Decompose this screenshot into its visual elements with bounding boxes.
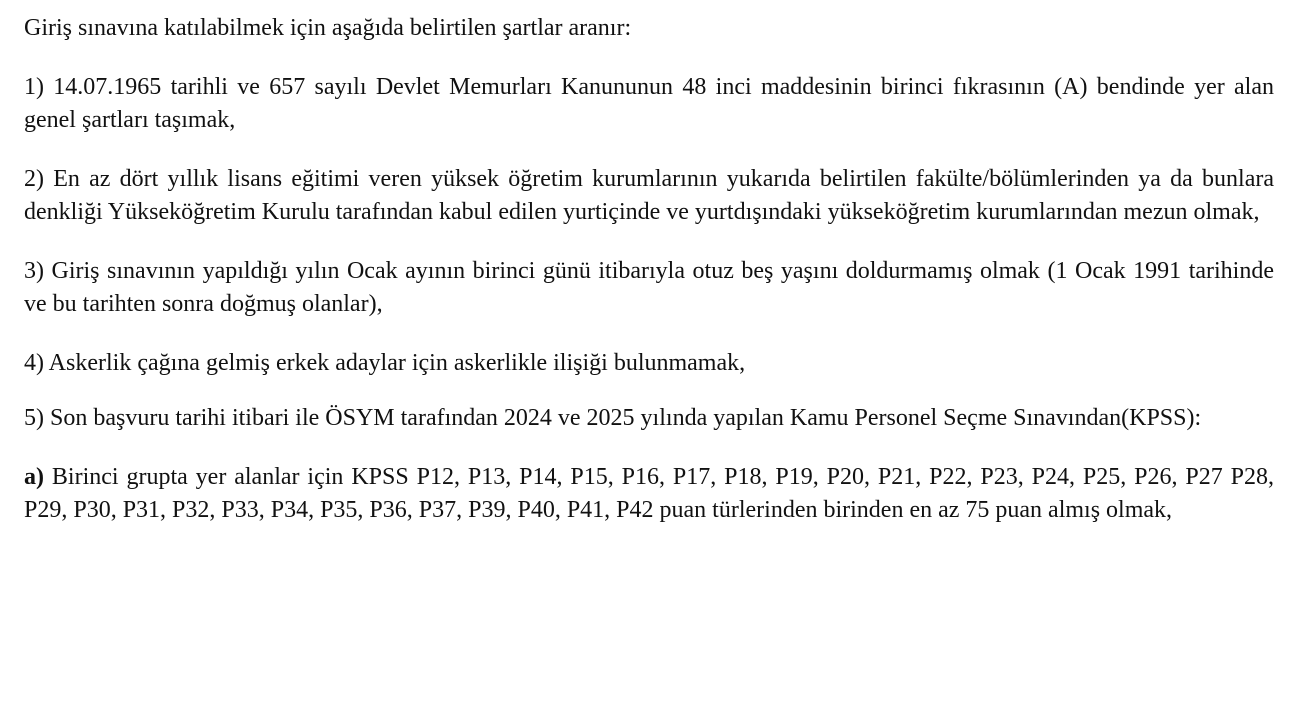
condition-2: 2) En az dört yıllık lisans eğitimi veren yüksek öğretim kurumlarının yukarıda belirtilen fakülte/bölümlerinden ya da bunlara denkliği Yükseköğretim Kurulu tarafından kabul edilen yurtiçinde ve yurtdışındaki yükseköğretim kurumlarından mezun olmak, xyxy=(24,166,1274,225)
sub-item-text: Birinci grupta yer alanlar için KPSS P12, P13, P14, P15, P16, P17, P18, P19, P20, P21, P22, P23, P24, P25, P26, P27 P28, P29, P30, P31, P32, P33, P34, P35, P36, P37, P39, P40, P41, P42 puan türlerinden birinden en az 75 puan almış olmak, xyxy=(24,464,1274,523)
condition-5a xyxy=(24,461,1274,527)
condition-3: 3) Giriş sınavının yapıldığı yılın Ocak ayının birinci günü itibarıyla otuz beş yaşını doldurmamış olmak (1 Ocak 1991 tarihinde ve bu tarihten sonra doğmuş olanlar), xyxy=(24,258,1274,317)
condition-5: 5) Son başvuru tarihi itibari ile ÖSYM tarafından 2024 ve 2025 yılında yapılan Kamu Personel Seçme Sınavından(KPSS): xyxy=(24,405,1202,431)
document-body xyxy=(24,12,1274,527)
sub-item-marker: a) xyxy=(24,464,44,490)
condition-1: 1) 14.07.1965 tarihli ve 657 sayılı Devlet Memurları Kanununun 48 inci maddesinin birinci fıkrasının (A) bendinde yer alan genel şartları taşımak, xyxy=(24,74,1274,133)
condition-4: 4) Askerlik çağına gelmiş erkek adaylar için askerlikle ilişiği bulunmamak, xyxy=(24,350,746,376)
intro-paragraph: Giriş sınavına katılabilmek için aşağıda belirtilen şartlar aranır: xyxy=(24,15,632,41)
